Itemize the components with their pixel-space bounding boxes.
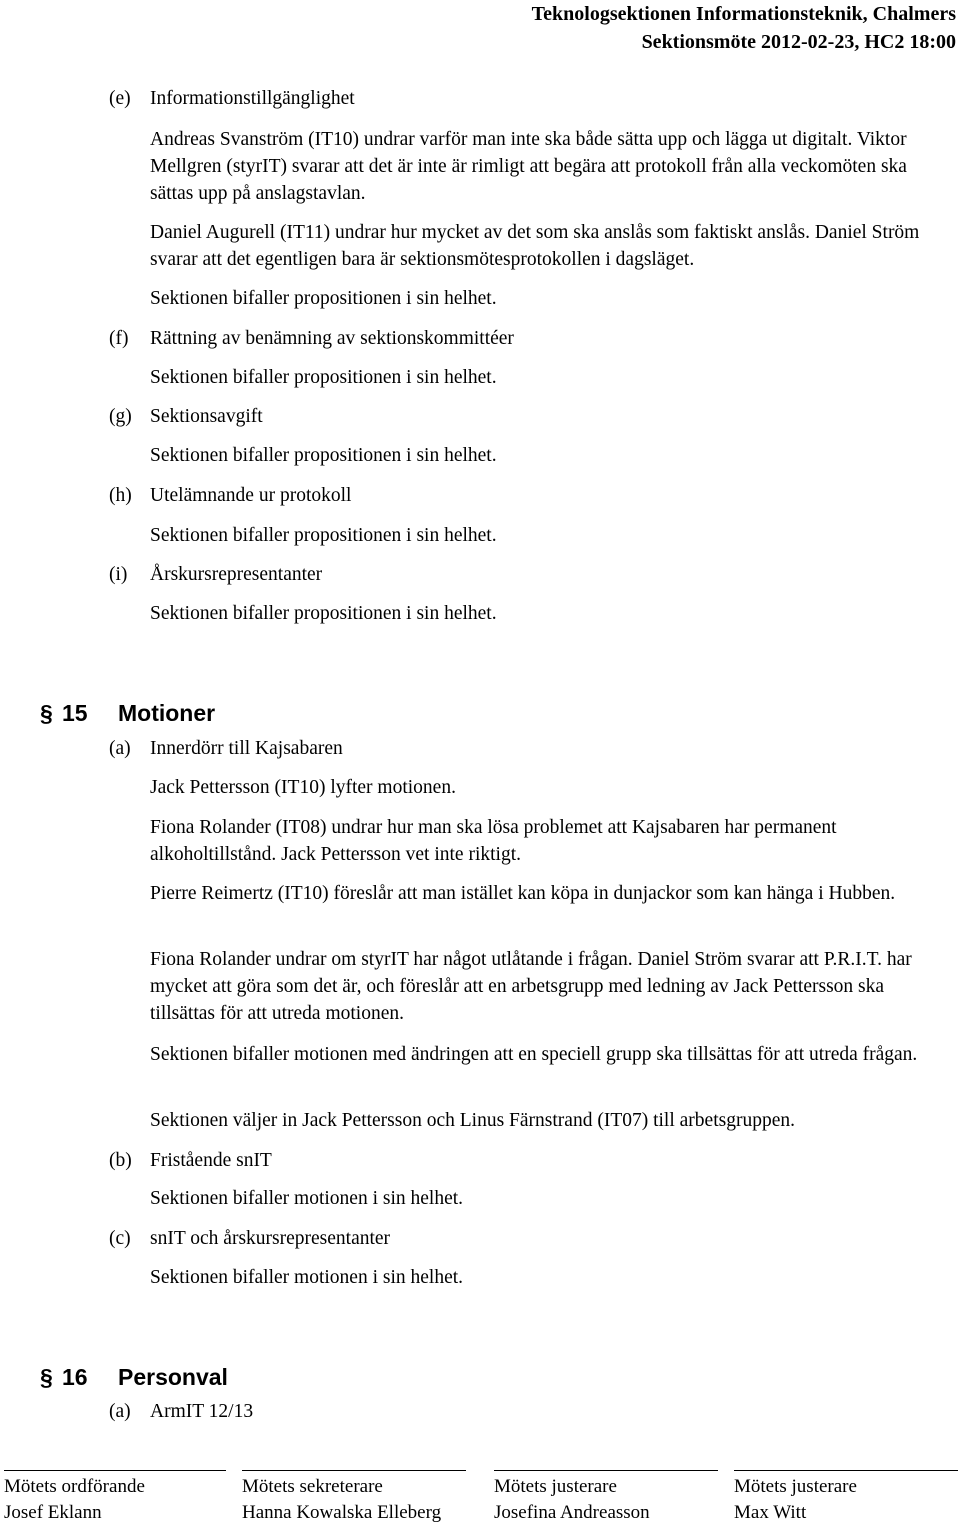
signature-footer (0, 1470, 960, 1528)
item-title-16a: ArmIT 12/13 (150, 1401, 254, 1422)
item-title-e: Informationstillgänglighet (150, 88, 355, 109)
item-label-15b: (b) (109, 1150, 132, 1171)
signature-role: Mötets justerare (494, 1476, 617, 1497)
section-heading-15 (40, 698, 215, 728)
item-label-15c: (c) (109, 1228, 131, 1249)
item-15b-paragraph-1: Sektionen bifaller motionen i sin helhet. (150, 1188, 464, 1209)
section-symbol: § (40, 1364, 53, 1390)
item-label-h: (h) (109, 485, 132, 506)
section-heading-16 (40, 1362, 228, 1392)
item-label-e: (e) (109, 88, 131, 109)
signature-name: Hanna Kowalska Elleberg (242, 1502, 442, 1523)
item-title-g: Sektionsavgift (150, 406, 263, 427)
item-label-f: (f) (109, 328, 129, 349)
signature-column (734, 1470, 958, 1526)
header-meeting: Sektionsmöte 2012-02-23, HC2 18:00 (641, 31, 956, 53)
item-label-i: (i) (109, 564, 128, 585)
signature-column (494, 1470, 718, 1526)
item-title-15b: Fristående snIT (150, 1150, 272, 1171)
signature-name: Josef Eklann (4, 1502, 102, 1523)
item-15a-paragraph-5: Sektionen bifaller motionen med ändringen att en speciell grupp ska tillsättas för att utreda frågan. (150, 1044, 918, 1065)
item-label-16a: (a) (109, 1401, 131, 1422)
item-i-paragraph-1: Sektionen bifaller propositionen i sin helhet. (150, 603, 497, 624)
item-h-paragraph-1: Sektionen bifaller propositionen i sin helhet. (150, 525, 497, 546)
item-e-paragraph-3: Sektionen bifaller propositionen i sin helhet. (150, 288, 497, 309)
signature-name: Josefina Andreasson (494, 1502, 650, 1523)
item-e-paragraph-2: Daniel Augurell (IT11) undrar hur mycket av det som ska anslås som faktiskt anslås. Daniel Ström svarar att det egentligen bara är sektionsmötesprotokollen i dagsläget. (150, 222, 920, 270)
section-title: Personval (118, 1364, 228, 1390)
item-e-paragraph-1: Andreas Svanström (IT10) undrar varför man inte ska både sätta upp och lägga ut digitalt. Viktor Mellgren (styrIT) svarar att det är inte är rimligt att begära att protokoll från alla veckomöten ska sättas upp på anslagstavlan. (150, 129, 907, 204)
signature-role: Mötets ordförande (4, 1476, 145, 1497)
item-f-paragraph-1: Sektionen bifaller propositionen i sin helhet. (150, 367, 497, 388)
item-title-15a: Innerdörr till Kajsabaren (150, 738, 343, 759)
item-15a-paragraph-4: Fiona Rolander undrar om styrIT har något utlåtande i frågan. Daniel Ström svarar att P.R.I.T. har mycket att göra som det är, och föreslår att en arbetsgrupp med ledning av Jack Pettersson ska tillsättas för att utreda motionen. (150, 949, 912, 1024)
item-15a-paragraph-2: Fiona Rolander (IT08) undrar hur man ska lösa problemet att Kajsabaren har permanent alkoholtillstånd. Jack Pettersson vet inte riktigt. (150, 817, 837, 865)
signature-role: Mötets sekreterare (242, 1476, 383, 1497)
item-label-g: (g) (109, 406, 132, 427)
item-g-paragraph-1: Sektionen bifaller propositionen i sin helhet. (150, 445, 497, 466)
item-15a-paragraph-1: Jack Pettersson (IT10) lyfter motionen. (150, 777, 456, 798)
page-header (532, 0, 956, 56)
signature-column (4, 1470, 226, 1526)
item-label-15a: (a) (109, 738, 131, 759)
section-number: 16 (62, 1364, 88, 1390)
section-number: 15 (62, 700, 88, 726)
item-title-f: Rättning av benämning av sektionskommittéer (150, 328, 514, 349)
header-organization: Teknologsektionen Informationsteknik, Chalmers (531, 3, 956, 25)
section-symbol: § (40, 700, 53, 726)
section-title: Motioner (118, 700, 216, 726)
item-15c-paragraph-1: Sektionen bifaller motionen i sin helhet. (150, 1267, 464, 1288)
item-15a-paragraph-6: Sektionen väljer in Jack Pettersson och Linus Färnstrand (IT07) till arbetsgruppen. (150, 1110, 795, 1131)
signature-name: Max Witt (734, 1502, 807, 1523)
signature-role: Mötets justerare (734, 1476, 857, 1497)
item-title-h: Utelämnande ur protokoll (150, 485, 352, 506)
item-title-i: Årskursrepresentanter (150, 564, 323, 585)
item-15a-paragraph-3: Pierre Reimertz (IT10) föreslår att man istället kan köpa in dunjackor som kan hänga i Hubben. (150, 883, 896, 904)
signature-column (242, 1470, 466, 1526)
item-title-15c: snIT och årskursrepresentanter (150, 1228, 391, 1249)
